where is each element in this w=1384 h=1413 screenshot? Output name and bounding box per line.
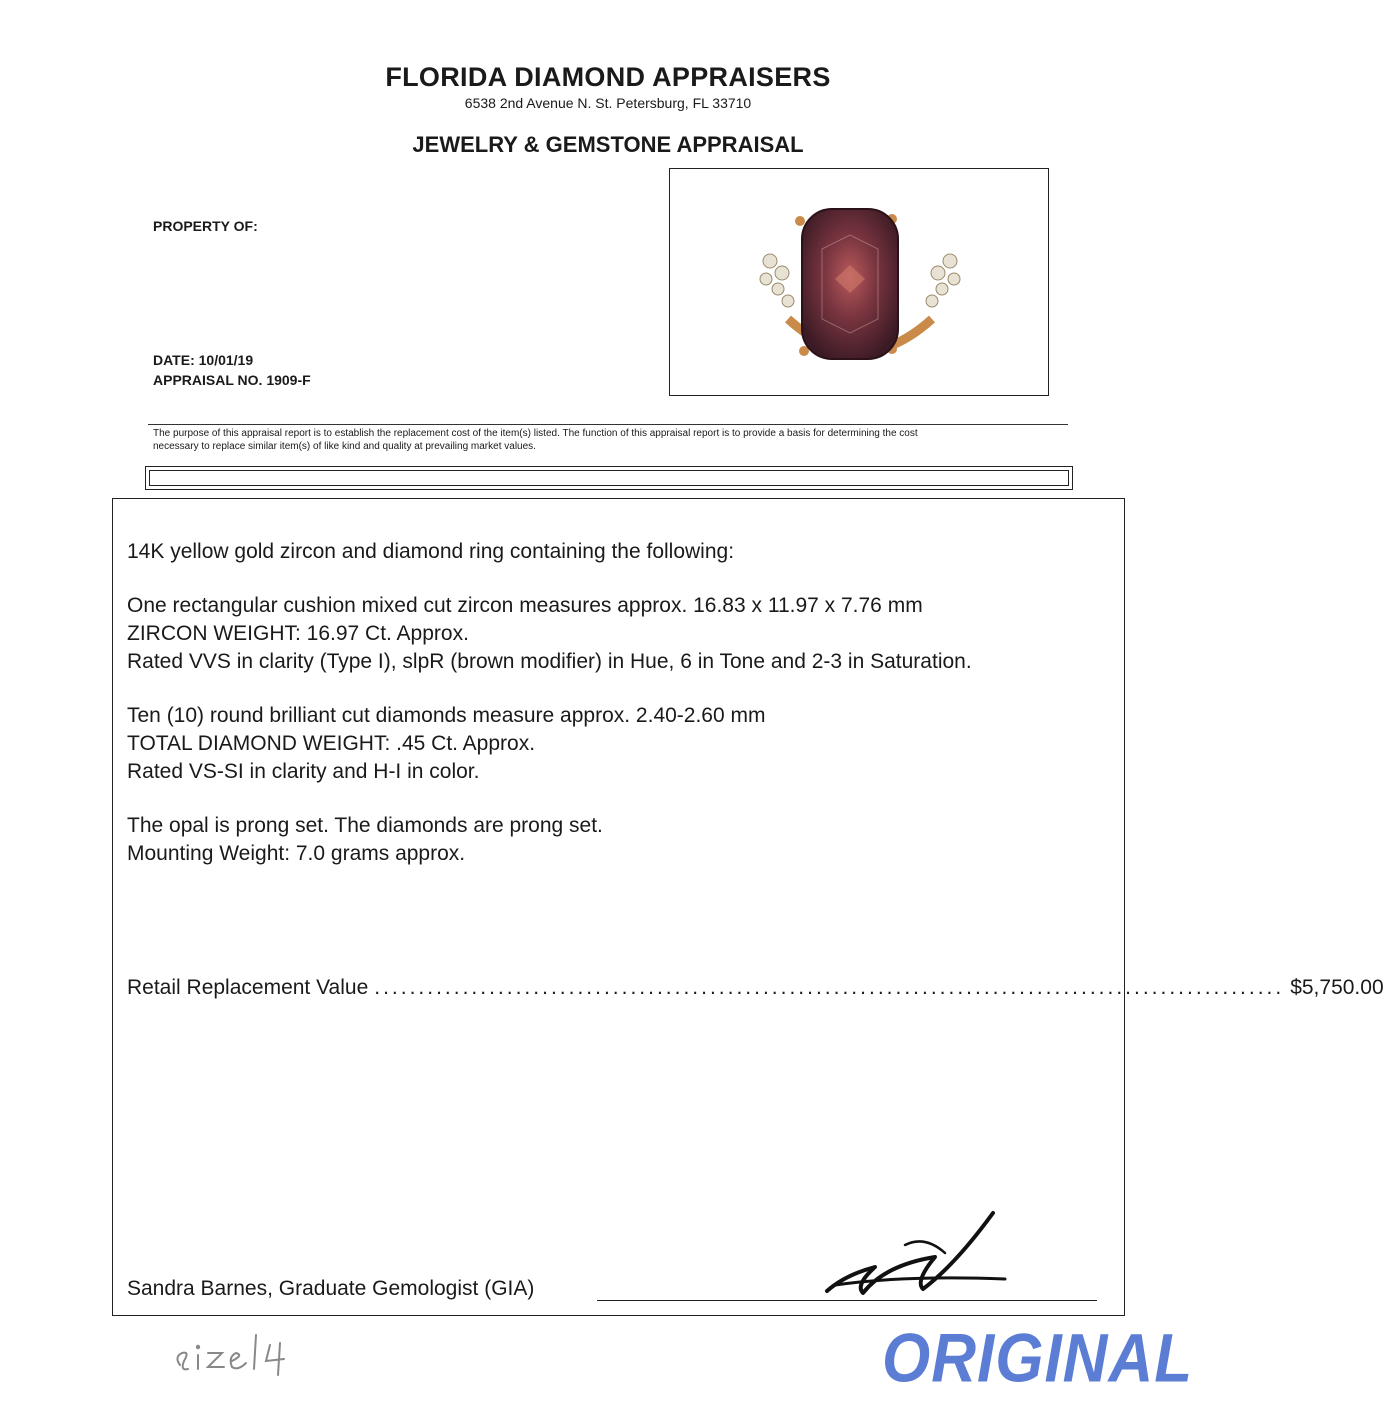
replacement-value-amount: $5,750.00 bbox=[1290, 976, 1384, 999]
date-field bbox=[153, 352, 253, 368]
purpose-line-2: necessary to replace similar item(s) of like kind and quality at prevailing market values. bbox=[153, 441, 536, 452]
setting-description: The opal is prong set. The diamonds are prong set. bbox=[127, 814, 603, 837]
appraisal-number-field bbox=[153, 372, 311, 388]
handwritten-size-note bbox=[170, 1325, 320, 1385]
zircon-measurements: One rectangular cushion mixed cut zircon measures approx. 16.83 x 11.97 x 7.76 mm bbox=[127, 594, 923, 617]
zircon-rating: Rated VVS in clarity (Type I), slpR (brown modifier) in Hue, 6 in Tone and 2-3 in Saturation. bbox=[127, 650, 972, 673]
diamond-measurements: Ten (10) round brilliant cut diamonds measure approx. 2.40-2.60 mm bbox=[127, 704, 766, 727]
date-label: DATE: bbox=[153, 352, 195, 368]
diamond-rating: Rated VS-SI in clarity and H-I in color. bbox=[127, 760, 480, 783]
appraisal-number-value: 1909-F bbox=[266, 372, 311, 388]
ring-photo-icon bbox=[670, 169, 1050, 397]
original-stamp: ORIGINAL bbox=[882, 1321, 1194, 1397]
appraisal-number-label: APPRAISAL NO. bbox=[153, 372, 263, 388]
company-name: FLORIDA DIAMOND APPRAISERS bbox=[385, 62, 831, 92]
purpose-statement bbox=[153, 427, 1083, 453]
decorative-bar-inner bbox=[149, 470, 1069, 486]
ring-photo bbox=[669, 168, 1049, 396]
mounting-weight: Mounting Weight: 7.0 grams approx. bbox=[127, 842, 466, 865]
item-intro: 14K yellow gold zircon and diamond ring containing the following: bbox=[127, 540, 735, 563]
handwritten-signature bbox=[815, 1205, 1015, 1305]
replacement-value-row bbox=[127, 976, 1384, 1000]
purpose-line-1: The purpose of this appraisal report is to establish the replacement cost of the item(s) listed. The function of this appraisal report is to provide a basis for determining the cost bbox=[153, 428, 918, 439]
diamond-weight: TOTAL DIAMOND WEIGHT: .45 Ct. Approx. bbox=[127, 732, 536, 755]
signer-name: Sandra Barnes, Graduate Gemologist (GIA) bbox=[127, 1277, 535, 1300]
company-address: 6538 2nd Avenue N. St. Petersburg, FL 33710 bbox=[464, 95, 752, 111]
header-divider bbox=[148, 424, 1068, 425]
document-title: JEWELRY & GEMSTONE APPRAISAL bbox=[412, 132, 804, 157]
zircon-weight: ZIRCON WEIGHT: 16.97 Ct. Approx. bbox=[127, 622, 469, 645]
property-of-label: PROPERTY OF: bbox=[153, 218, 258, 234]
leader-dots: ....................................................................................................... bbox=[374, 976, 1285, 999]
date-value: 10/01/19 bbox=[198, 352, 254, 368]
replacement-value-label: Retail Replacement Value bbox=[127, 976, 369, 999]
